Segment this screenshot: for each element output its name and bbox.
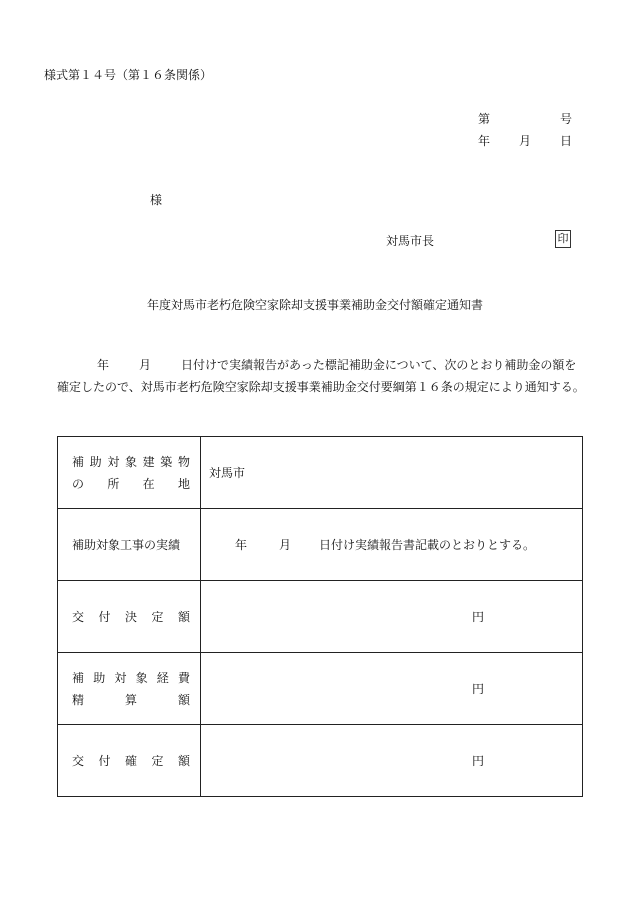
label-char: 定 (151, 753, 164, 768)
label-char: 補 (72, 454, 85, 469)
label-char: 象 (135, 670, 148, 685)
label-building-location (58, 437, 201, 509)
label-char: 付 (98, 753, 111, 768)
body-year: 年 (97, 358, 110, 372)
yen-unit: 円 (472, 754, 485, 768)
label-char: 精 (72, 692, 85, 707)
label-char: 算 (124, 692, 137, 707)
document-number-block (478, 108, 572, 152)
value-building-location: 対馬市 (201, 437, 583, 509)
label-char: 交 (72, 609, 85, 624)
label-char: 額 (177, 753, 190, 768)
body-text: 日付けで実績報告があった標記補助金について、次のとおり補助金の額を確定したので、対馬市老朽危険空家除却支援事業補助金交付要綱第１６条の規定により通知する。 (57, 358, 585, 394)
date-month: 月 (518, 134, 531, 148)
label-char: 費 (177, 670, 190, 685)
label-work-record: 補助対象工事の実績 (58, 509, 201, 581)
table-row-building-location (58, 437, 583, 509)
value-expense-settlement (201, 653, 583, 725)
label-line (72, 667, 190, 689)
label-char: 対 (107, 454, 120, 469)
label-line (72, 689, 190, 711)
label-char: 確 (124, 753, 137, 768)
value-work-record (201, 509, 583, 581)
date-day: 日 (559, 134, 572, 148)
label-char: 象 (124, 454, 137, 469)
label-char: 補 (72, 670, 85, 685)
label-char: 額 (177, 692, 190, 707)
label-char: 助 (93, 670, 106, 685)
label-char: 在 (142, 476, 155, 491)
value-grant-final (201, 725, 583, 797)
label-char: 付 (98, 609, 111, 624)
yen-unit: 円 (472, 610, 485, 624)
record-year: 年 (235, 538, 248, 552)
body-month: 月 (139, 358, 152, 372)
label-char: 定 (151, 609, 164, 624)
issuer-name: 対馬市長 (386, 234, 435, 248)
label-char: 建 (142, 454, 155, 469)
recipient-suffix: 様 (150, 193, 163, 207)
record-text: 日付け実績報告書記載のとおりとする。 (319, 538, 536, 552)
date-year: 年 (478, 134, 491, 148)
doc-number-dai: 第 (478, 112, 491, 126)
body-paragraph (57, 354, 587, 398)
label-char: 地 (177, 476, 190, 491)
table-row-grant-decision (58, 581, 583, 653)
label-line (72, 750, 190, 772)
label-char: 額 (177, 609, 190, 624)
label-char: 物 (177, 454, 190, 469)
yen-unit: 円 (472, 682, 485, 696)
label-grant-decision (58, 581, 201, 653)
subsidy-info-table (57, 436, 583, 797)
label-line (72, 473, 190, 495)
seal-stamp: 印 (555, 230, 571, 248)
label-char: 決 (124, 609, 137, 624)
record-month: 月 (279, 538, 292, 552)
label-char: 対 (114, 670, 127, 685)
label-char: 所 (107, 476, 120, 491)
doc-number-go: 号 (559, 112, 572, 126)
label-char: の (72, 476, 85, 491)
label-expense-settlement (58, 653, 201, 725)
label-char: 築 (160, 454, 173, 469)
form-number: 様式第１４号（第１６条関係） (44, 68, 213, 82)
label-line (72, 451, 190, 473)
label-char: 経 (156, 670, 169, 685)
label-grant-final (58, 725, 201, 797)
label-char: 交 (72, 753, 85, 768)
document-title: 年度対馬市老朽危険空家除却支援事業補助金交付額確定通知書 (146, 298, 483, 312)
label-line (72, 606, 190, 628)
table-row-grant-final (58, 725, 583, 797)
label-char: 助 (89, 454, 102, 469)
value-grant-decision (201, 581, 583, 653)
table-row-expense-settlement (58, 653, 583, 725)
table-row-work-record (58, 509, 583, 581)
